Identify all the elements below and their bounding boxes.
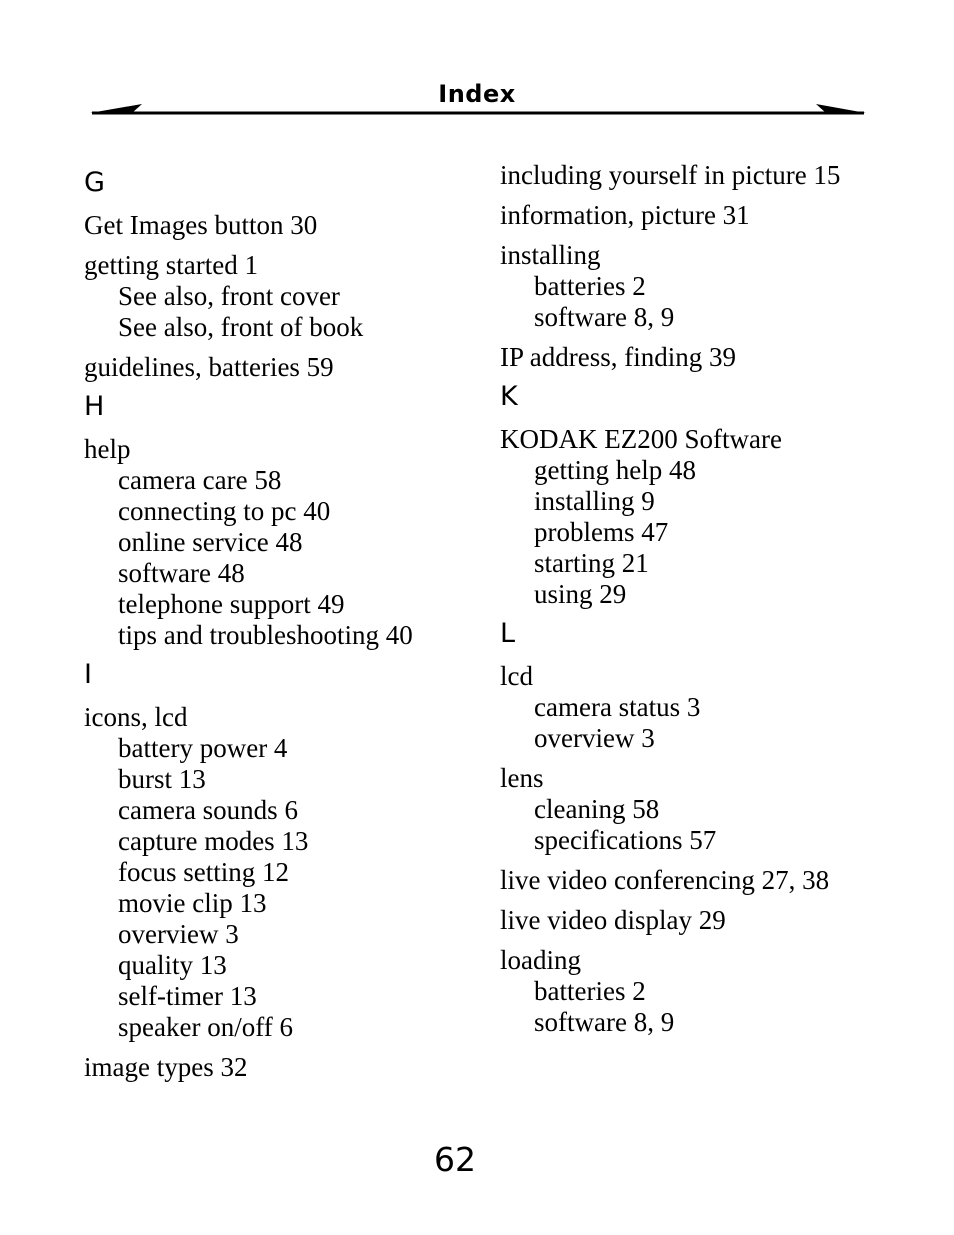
index-entry-main: help xyxy=(84,434,131,464)
index-entry xyxy=(500,342,920,373)
index-entry-main: lens xyxy=(500,763,544,793)
index-subentry: telephone support 49 xyxy=(118,589,345,619)
index-subentry: using 29 xyxy=(534,579,627,609)
index-entry-main: live video conferencing 27, 38 xyxy=(500,865,830,895)
index-entry xyxy=(84,352,484,383)
index-subentry: camera status 3 xyxy=(534,692,701,722)
index-letter-heading: L xyxy=(500,618,516,649)
index-entry xyxy=(500,424,920,610)
index-subentry: connecting to pc 40 xyxy=(118,496,331,526)
index-entry-main: IP address, finding 39 xyxy=(500,342,736,372)
index-subentry: self-timer 13 xyxy=(118,981,257,1011)
page-header-title: Index xyxy=(438,80,516,108)
index-subentry: burst 13 xyxy=(118,764,206,794)
index-entry-main: image types 32 xyxy=(84,1052,248,1082)
index-subentry: software 8, 9 xyxy=(534,302,675,332)
index-subentry: See also, front of book xyxy=(118,312,364,342)
index-subentry: batteries 2 xyxy=(534,976,646,1006)
index-subentry: problems 47 xyxy=(534,517,669,547)
index-column-right xyxy=(500,160,920,1047)
index-subentry: cleaning 58 xyxy=(534,794,660,824)
index-letter-heading: H xyxy=(84,391,105,422)
index-entry xyxy=(84,1052,484,1083)
index-entry-main: live video display 29 xyxy=(500,905,726,935)
index-letter-heading: I xyxy=(84,659,92,690)
index-subentry: See also, front cover xyxy=(118,281,340,311)
index-subentry: capture modes 13 xyxy=(118,826,309,856)
index-subentry: tips and troubleshooting 40 xyxy=(118,620,413,650)
index-subentry: batteries 2 xyxy=(534,271,646,301)
index-subentry: online service 48 xyxy=(118,527,303,557)
index-entry xyxy=(84,434,484,651)
index-entry-main: getting started 1 xyxy=(84,250,258,280)
index-column-left xyxy=(84,160,484,1092)
index-subentry: software 48 xyxy=(118,558,245,588)
index-entry xyxy=(500,945,920,1038)
index-subentry: installing 9 xyxy=(534,486,655,516)
index-entry-main: installing xyxy=(500,240,601,270)
index-subentry: camera care 58 xyxy=(118,465,282,495)
index-entry-main: loading xyxy=(500,945,581,975)
index-entry xyxy=(500,905,920,936)
index-entry xyxy=(500,763,920,856)
header-rule xyxy=(88,100,868,120)
index-entry xyxy=(84,210,484,241)
index-entry-main: icons, lcd xyxy=(84,702,188,732)
index-entry-main: including yourself in picture 15 xyxy=(500,160,841,190)
index-subentry: starting 21 xyxy=(534,548,649,578)
index-subentry: getting help 48 xyxy=(534,455,696,485)
index-entry xyxy=(500,661,920,754)
index-subentry: quality 13 xyxy=(118,950,227,980)
index-subentry: speaker on/off 6 xyxy=(118,1012,293,1042)
index-entry-main: KODAK EZ200 Software xyxy=(500,424,782,454)
index-entry-main: guidelines, batteries 59 xyxy=(84,352,334,382)
index-subentry: specifications 57 xyxy=(534,825,717,855)
index-subentry: battery power 4 xyxy=(118,733,288,763)
index-subentry: overview 3 xyxy=(118,919,239,949)
index-letter-heading: K xyxy=(500,381,518,412)
index-subentry: movie clip 13 xyxy=(118,888,267,918)
index-subentry: focus setting 12 xyxy=(118,857,289,887)
index-entry-main: lcd xyxy=(500,661,533,691)
index-entry xyxy=(500,865,920,896)
index-entry xyxy=(84,702,484,1043)
index-entry xyxy=(500,160,920,191)
index-letter-heading: G xyxy=(84,167,105,198)
index-subentry: camera sounds 6 xyxy=(118,795,298,825)
page-number: 62 xyxy=(434,1140,476,1179)
index-entry-main: information, picture 31 xyxy=(500,200,750,230)
index-subentry: overview 3 xyxy=(534,723,655,753)
index-entry xyxy=(84,250,484,343)
index-subentry: software 8, 9 xyxy=(534,1007,675,1037)
index-entry-main: Get Images button 30 xyxy=(84,210,318,240)
index-entry xyxy=(500,240,920,333)
index-entry xyxy=(500,200,920,231)
